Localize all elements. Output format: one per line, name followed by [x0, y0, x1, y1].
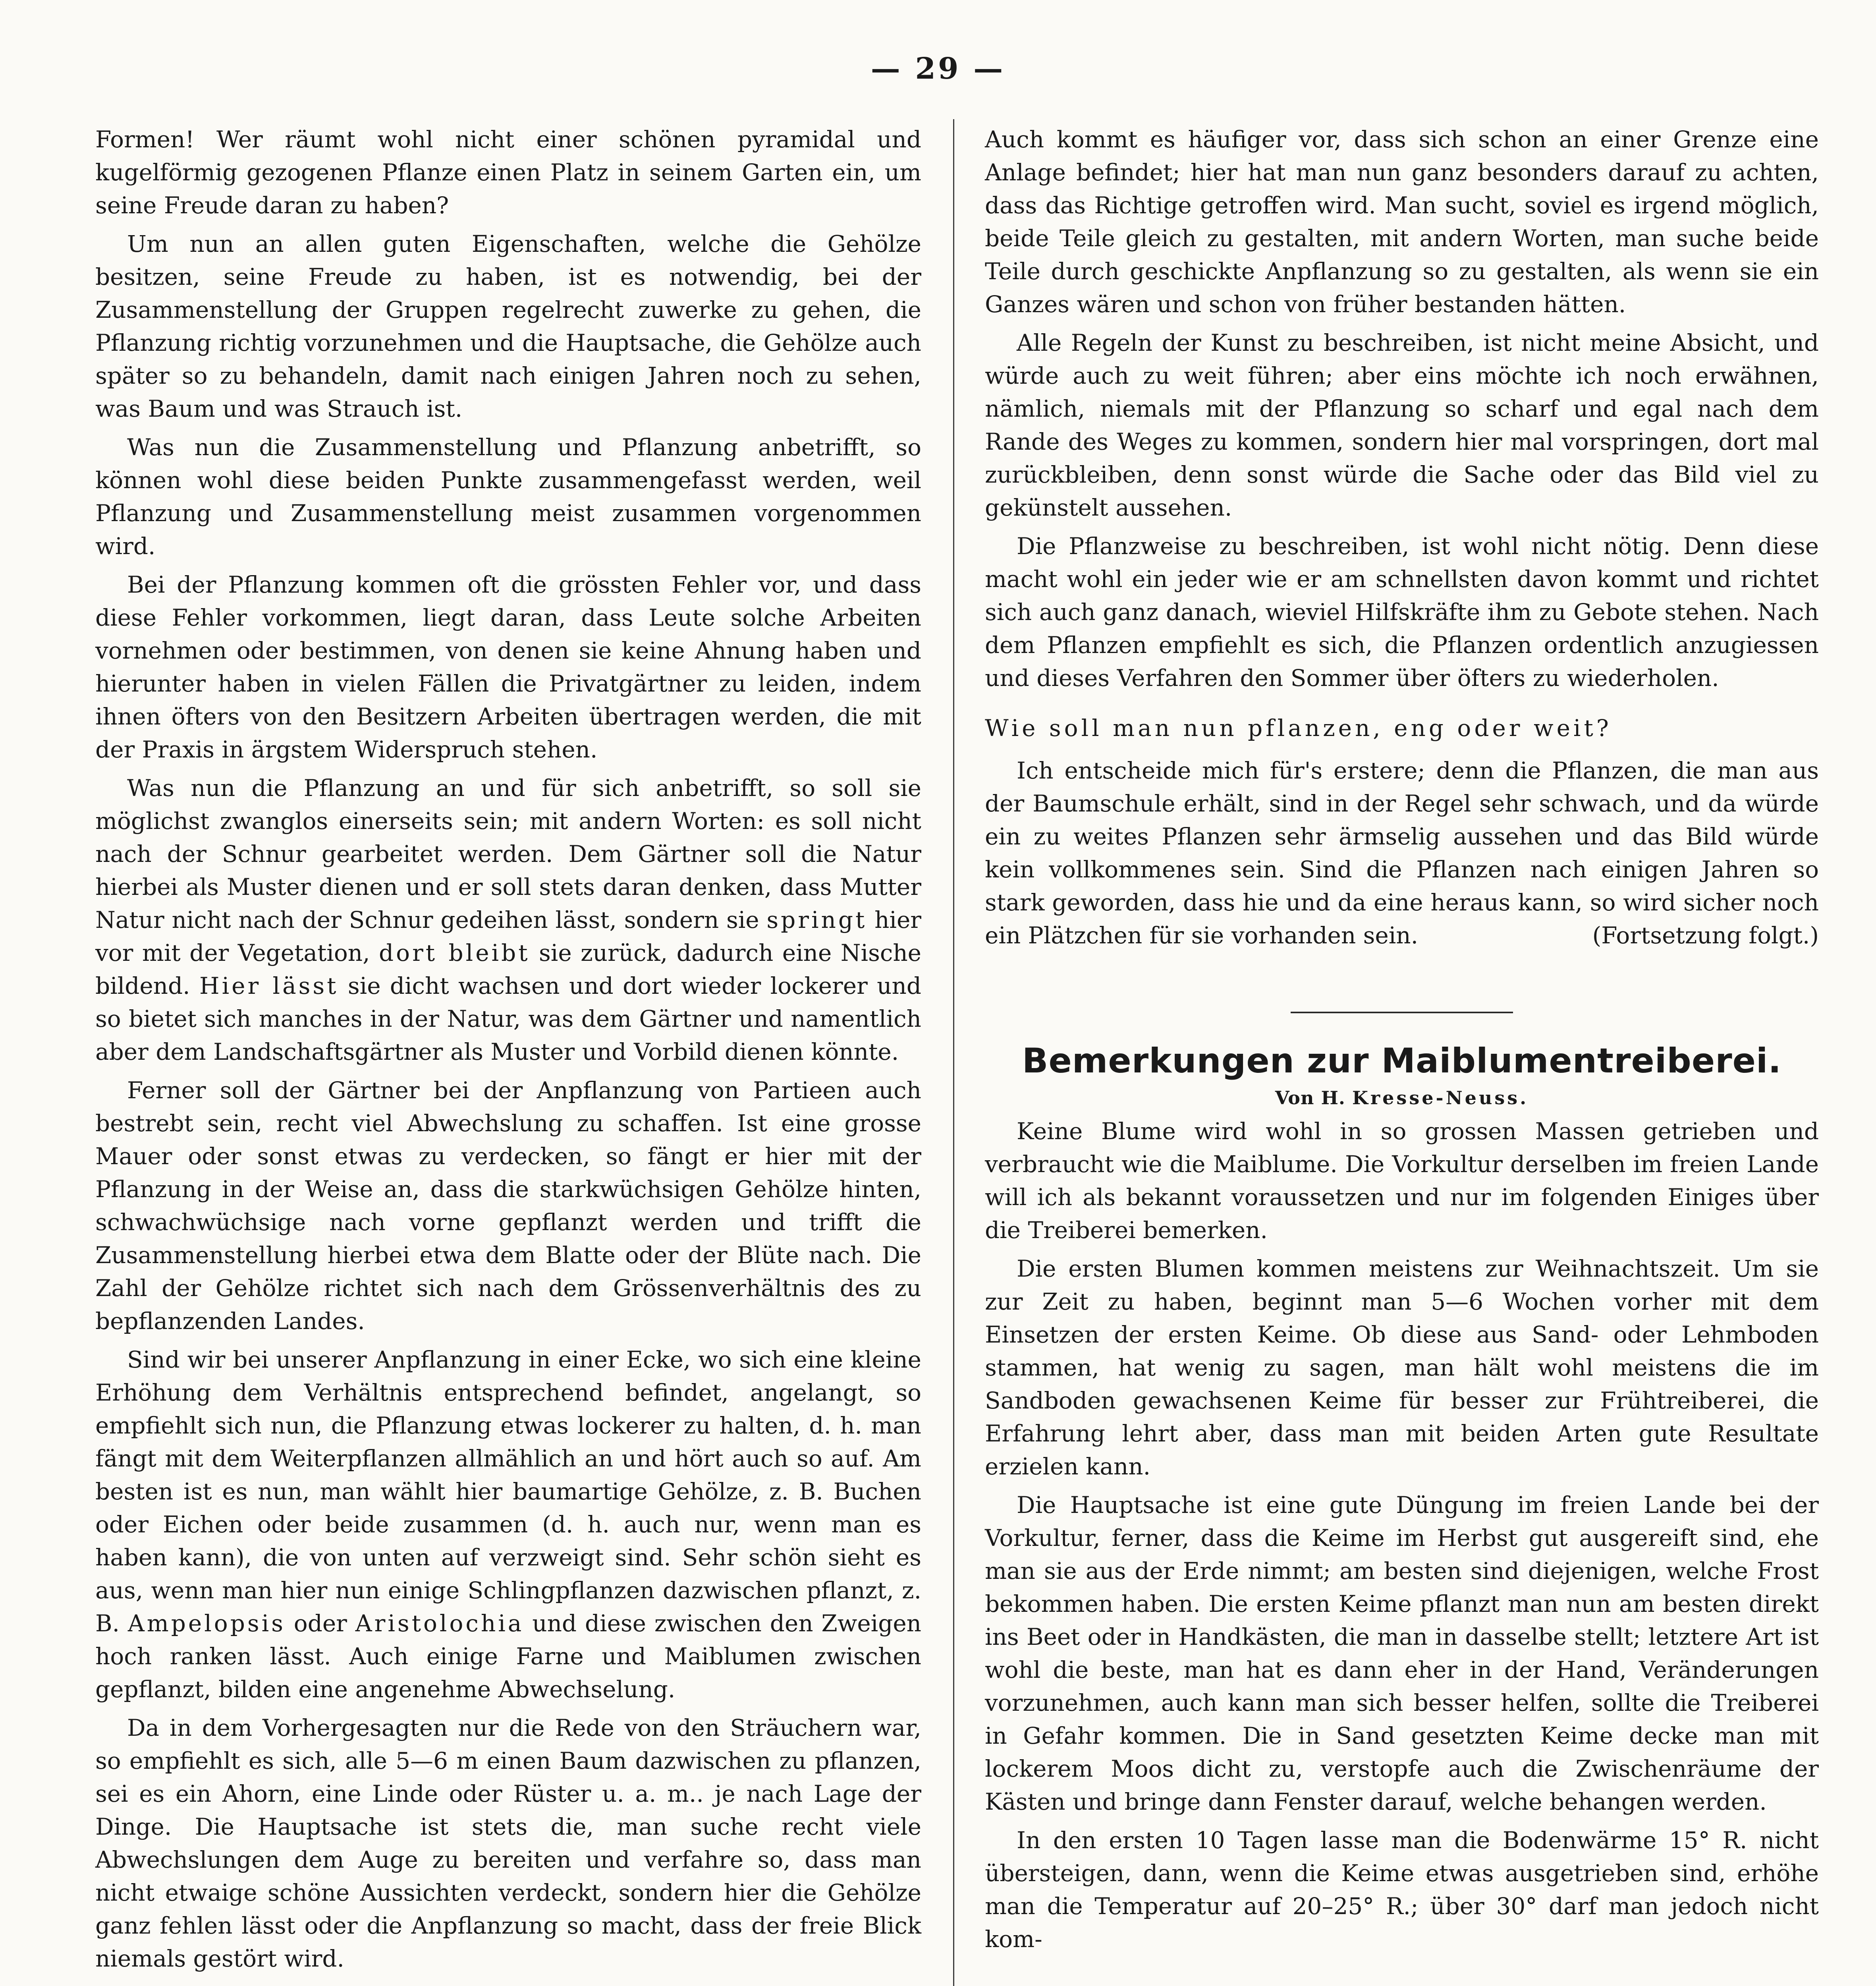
- text-run: oder: [293, 1610, 347, 1637]
- sub-heading: Wie soll man nun pflanzen, eng oder weit?: [985, 715, 1612, 742]
- paragraph: Die Hauptsache ist eine gute Düngung im freien Lande bei der Vorkultur, ferner, dass die Keime im Herbst gut ausgereift sind, ehe man sie aus der Erde nimmt; am besten sind diejenigen, welche Frost bekommen haben. Die ersten Keime pflanzt man nun am besten direkt ins Beet oder in Handkästen, die man in dasselbe stellt; letztere Art ist wohl die beste, man hat es dann eher in der Hand, Veränderungen vorzunehmen, auch kann man sich besser helfen, sollte die Treiberei in Gefahr kommen. Die in Sand gesetzten Keime decke man mit lockerem Moos dicht zu, verstopfe auch die Zwischenräume der Kästen und bringe dann Fenster darauf, welche behangen werden.: [985, 1491, 1819, 1815]
- text-run: und diese zwischen den Zweigen hoch ranken lässt. Auch einige Farne und Maiblumen zwischen gepflanzt, bilden eine angenehme Abwechselung.: [95, 1610, 922, 1703]
- paragraph: Da in dem Vorhergesagten nur die Rede von den Sträuchern war, so empfiehlt es sich, alle 5—6 m einen Baum dazwischen zu pflanzen, sei es ein Ahorn, eine Linde oder Rüster u. a. m.. je nach Lage der Dinge. Die Hauptsache ist stets die, man suche recht viele Abwechslungen dem Auge zu bereiten und verfahre so, dass man nicht etwaige schöne Aussichten verdeckt, sondern hier die Gehölze ganz fehlen lässt oder die Anpflanzung so macht, dass der freie Blick niemals gestört wird.: [95, 1714, 921, 1972]
- paragraph: Formen! Wer räumt wohl nicht einer schönen pyramidal und kugelförmig gezogenen Pflanze einen Platz in seinem Garten ein, um seine Freude daran zu haben?: [95, 126, 921, 219]
- paragraph: Bei der Pflanzung kommen oft die grössten Fehler vor, und dass diese Fehler vorkommen, liegt daran, dass Leute solche Arbeiten vornehmen oder bestimmen, von denen sie keine Ahnung haben und hierunter haben in vielen Fällen die Privatgärtner zu leiden, indem ihnen öfters von den Besitzern Arbeiten übertragen werden, die mit der Praxis in ärgstem Widerspruch stehen.: [95, 571, 921, 763]
- byline: [985, 1085, 1819, 1111]
- paragraph: [985, 754, 1819, 952]
- text-run: hier vor mit der Vegetation,: [95, 906, 922, 966]
- byline-prefix: Von H.: [1275, 1087, 1345, 1109]
- text-run: sie zurück, dadurch eine Nische bildend.: [95, 939, 922, 999]
- paragraph: Was nun die Zusammenstellung und Pflanzung anbetrifft, so können wohl diese beiden Punkte zusammengefasst werden, weil Pflanzung und Zusammenstellung meist zusammen vorgenommen wird.: [95, 434, 921, 560]
- text-run: Ich entscheide mich für's erstere; denn die Pflanzen, die man aus der Baumschule erhält, sind in der Regel sehr schwach, und da würde ein zu weites Pflanzen sehr ärmselig aussehen und das Bild würde kein vollkommenes sein. Sind die Pflanzen nach einigen Jahren so stark geworden, dass hie und da eine heraus kann, so wird sicher noch ein Plätzchen für sie vorhanden sein.: [985, 757, 1819, 949]
- left-column: [95, 123, 921, 1981]
- paragraph: Um nun an allen guten Eigenschaften, welche die Gehölze besitzen, seine Freude zu haben, ist es notwendig, bei der Zusammenstellung der Gruppen regelrecht zuwerke zu gehen, die Pflanzung richtig vorzunehmen und die Hauptsache, die Gehölze auch später so zu behandeln, damit nach einigen Jahren noch zu sehen, was Baum und was Strauch ist.: [95, 230, 921, 422]
- paragraph: Ferner soll der Gärtner bei der Anpflanzung von Partieen auch bestrebt sein, recht viel Abwechslung zu schaffen. Ist eine grosse Mauer oder sonst etwas zu verdecken, so fängt er hier mit der Pflanzung in der Weise an, dass die starkwüchsigen Gehölze hinten, schwachwüchsige nach vorne gepflanzt werden und trifft die Zusammenstellung hierbei etwa dem Blatte oder der Blüte nach. Die Zahl der Gehölze richtet sich nach dem Grössenverhältnis des zu bepflanzenden Landes.: [95, 1077, 921, 1335]
- column-divider: [953, 119, 954, 1986]
- paragraph: [95, 1343, 921, 1706]
- article-title: Bemerkungen zur Maiblumentreiberei.: [1022, 1041, 1782, 1081]
- emphasis: springt: [766, 906, 867, 933]
- page-number: — 29 —: [870, 52, 1006, 86]
- emphasis: dort bleibt: [379, 939, 530, 966]
- right-column: [985, 123, 1819, 1961]
- text-run: sie dicht wachsen und dort wieder lockerer und so bietet sich manches in der Natur, was dem Gärtner und namentlich aber dem Landschaftsgärtner als Muster und Vorbild dienen könnte.: [95, 972, 922, 1065]
- emphasis: Hier lässt: [199, 972, 339, 999]
- text-run: Sind wir bei unserer Anpflanzung in einer Ecke, wo sich eine kleine Erhöhung dem Verhältnis entsprechend befindet, angelangt, so empfiehlt sich nun, die Pflanzung etwas lockerer zu halten, d. h. man fängt mit dem Weiterpflanzen allmählich an und hört auch so auf. Am besten ist es nun, man wählt hier baumartige Gehölze, z. B. Buchen oder Eichen oder beide zusammen (d. h. auch nur, wenn man es haben kann), die von unten auf verzweigt sind. Sehr schön sieht es aus, wenn man hier nun einige Schlingpflanzen dazwischen pflanzt, z. B.: [95, 1346, 921, 1637]
- emphasis: Aristolochia: [355, 1610, 524, 1637]
- paragraph: In den ersten 10 Tagen lasse man die Bodenwärme 15° R. nicht übersteigen, dann, wenn die Keime etwas ausgetrieben sind, erhöhe man die Temperatur auf 20–25° R.; über 30° darf man jedoch nicht kom-: [985, 1827, 1819, 1953]
- continuation-note: (Fortsetzung folgt.): [1592, 922, 1819, 949]
- byline-author: Kresse-Neuss.: [1352, 1087, 1529, 1109]
- section-divider: [1291, 1012, 1513, 1013]
- paragraph: [95, 772, 921, 1068]
- paragraph: Alle Regeln der Kunst zu beschreiben, ist nicht meine Absicht, und würde auch zu weit führen; aber eins möchte ich noch erwähnen, nämlich, niemals mit der Pflanzung so scharf und egal nach dem Rande des Weges zu kommen, sondern hier mal vorspringen, dort mal zurückbleiben, denn sonst würde die Sache oder das Bild viel zu gekünstelt aussehen.: [985, 329, 1819, 521]
- emphasis: Ampelopsis: [127, 1610, 286, 1637]
- paragraph: Die Pflanzweise zu beschreiben, ist wohl nicht nötig. Denn diese macht wohl ein jeder wie er am schnellsten davon kommt und richtet sich auch ganz danach, wieviel Hilfskräfte ihm zu Gebote stehen. Nach dem Pflanzen empfiehlt es sich, die Pflanzen ordentlich anzugiessen und dieses Verfahren den Sommer über öfters zu wiederholen.: [985, 533, 1819, 692]
- paragraph: Keine Blume wird wohl in so grossen Massen getrieben und verbraucht wie die Maiblume. Die Vorkultur derselben im freien Lande will ich als bekannt voraussetzen und nur im folgenden Einiges über die Treiberei bemerken.: [985, 1118, 1819, 1244]
- text-run: Was nun die Pflanzung an und für sich anbetrifft, so soll sie möglichst zwanglos einerseits sein; mit andern Worten: es soll nicht nach der Schnur gearbeitet werden. Dem Gärtner soll die Natur hierbei als Muster dienen und er soll stets daran denken, dass Mutter Natur nicht nach der Schnur gedeihen lässt, sondern sie: [95, 775, 921, 933]
- paragraph: Die ersten Blumen kommen meistens zur Weihnachtszeit. Um sie zur Zeit zu haben, beginnt man 5—6 Wochen vorher mit dem Einsetzen der ersten Keime. Ob diese aus Sand- oder Lehmboden stammen, hat wenig zu sagen, man hält wohl meistens die im Sandboden gewachsenen Keime für besser zur Frühtreiberei, die Erfahrung lehrt aber, dass man mit beiden Arten gute Resultate erzielen kann.: [985, 1255, 1819, 1480]
- paragraph: Auch kommt es häufiger vor, dass sich schon an einer Grenze eine Anlage befindet; hier hat man nun ganz besonders darauf zu achten, dass das Richtige getroffen wird. Man sucht, soviel es irgend möglich, beide Teile gleich zu gestalten, mit andern Worten, man suche beide Teile durch geschickte Anpflanzung so zu gestalten, als wenn sie ein Ganzes wären und schon von früher bestanden hätten.: [985, 126, 1819, 318]
